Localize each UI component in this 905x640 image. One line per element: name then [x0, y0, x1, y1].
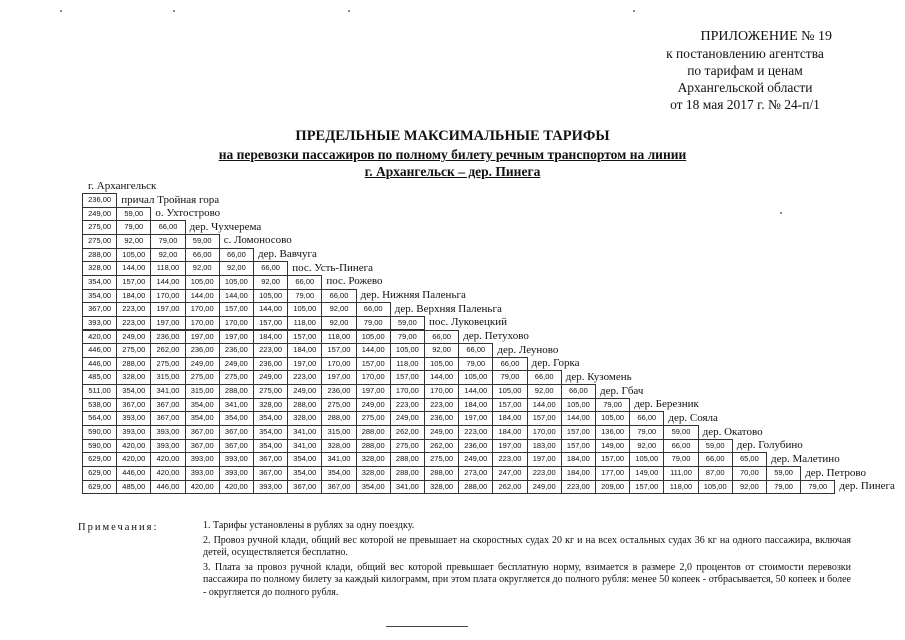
fare-cell: 118,00 — [287, 316, 322, 331]
fare-cell: 393,00 — [219, 452, 254, 467]
fare-cell: 170,00 — [185, 316, 220, 331]
stop-label: дер. Вавчуга — [258, 248, 317, 261]
fare-cell: 157,00 — [629, 480, 664, 495]
fare-cell: 446,00 — [82, 357, 117, 372]
fare-cell: 157,00 — [527, 411, 562, 426]
fare-cell: 236,00 — [321, 384, 356, 399]
fare-cell: 446,00 — [82, 343, 117, 358]
stop-label: дер. Пинега — [839, 480, 895, 493]
fare-cell: 105,00 — [561, 398, 596, 413]
fare-cell: 79,00 — [629, 425, 664, 440]
fare-cell: 184,00 — [561, 452, 596, 467]
fare-cell: 105,00 — [219, 275, 254, 290]
fare-cell: 328,00 — [82, 261, 117, 276]
fare-cell: 262,00 — [492, 480, 527, 495]
fare-cell: 144,00 — [219, 289, 254, 304]
appendix-line: по тарифам и ценам — [687, 63, 803, 78]
stop-label: дер. Малетино — [771, 452, 840, 465]
fare-cell: 236,00 — [82, 193, 117, 208]
fare-cell: 105,00 — [116, 248, 151, 263]
fare-cell: 328,00 — [321, 439, 356, 454]
stop-label: пос. Усть-Пинега — [292, 261, 374, 274]
fare-cell: 590,00 — [82, 425, 117, 440]
fare-cell: 105,00 — [185, 275, 220, 290]
fare-cell: 393,00 — [116, 411, 151, 426]
fare-cell: 105,00 — [492, 384, 527, 399]
fare-cell: 157,00 — [561, 425, 596, 440]
fare-cell: 105,00 — [356, 330, 391, 345]
fare-cell: 341,00 — [321, 452, 356, 467]
fare-cell: 79,00 — [492, 370, 527, 385]
fare-cell: 59,00 — [663, 425, 698, 440]
fare-cell: 79,00 — [390, 330, 425, 345]
fare-cell: 92,00 — [732, 480, 767, 495]
fare-cell: 157,00 — [253, 316, 288, 331]
fare-cell: 66,00 — [150, 220, 185, 235]
appendix-number: ПРИЛОЖЕНИЕ № 19 — [700, 29, 832, 44]
fare-cell: 59,00 — [390, 316, 425, 331]
fare-cell: 223,00 — [287, 370, 322, 385]
fare-cell: 105,00 — [698, 480, 733, 495]
stop-label: дер. Чухчерема — [189, 220, 262, 233]
fare-cell: 79,00 — [800, 480, 835, 495]
fare-cell: 629,00 — [82, 480, 117, 495]
fare-cell: 92,00 — [150, 248, 185, 263]
fare-cell: 341,00 — [287, 439, 322, 454]
fare-cell: 420,00 — [116, 439, 151, 454]
fare-cell: 105,00 — [595, 411, 630, 426]
fare-cell: 315,00 — [321, 425, 356, 440]
fare-cell: 157,00 — [287, 330, 322, 345]
fare-cell: 149,00 — [595, 439, 630, 454]
fare-cell: 354,00 — [287, 452, 322, 467]
fare-cell: 144,00 — [116, 261, 151, 276]
fare-cell: 184,00 — [116, 289, 151, 304]
fare-cell: 92,00 — [527, 384, 562, 399]
fare-cell: 367,00 — [150, 411, 185, 426]
fare-cell: 223,00 — [424, 398, 459, 413]
fare-cell: 354,00 — [185, 411, 220, 426]
fare-cell: 197,00 — [287, 357, 322, 372]
fare-cell: 184,00 — [253, 330, 288, 345]
fare-cell: 275,00 — [150, 357, 185, 372]
fare-cell: 92,00 — [629, 439, 664, 454]
fare-cell: 92,00 — [424, 343, 459, 358]
fare-cell: 136,00 — [595, 425, 630, 440]
fare-cell: 92,00 — [116, 234, 151, 249]
fare-cell: 144,00 — [185, 289, 220, 304]
fare-cell: 328,00 — [116, 370, 151, 385]
fare-cell: 275,00 — [185, 370, 220, 385]
fare-cell: 177,00 — [595, 466, 630, 481]
route-name: г. Архангельск – дер. Пинега — [364, 164, 541, 179]
fare-cell: 288,00 — [356, 439, 391, 454]
fare-cell: 197,00 — [527, 452, 562, 467]
fare-cell: 144,00 — [253, 302, 288, 317]
fare-cell: 111,00 — [663, 466, 698, 481]
fare-cell: 275,00 — [116, 343, 151, 358]
stop-label: дер. Кузомень — [565, 370, 632, 383]
fare-cell: 79,00 — [458, 357, 493, 372]
fare-cell: 66,00 — [663, 439, 698, 454]
stop-label: с. Ломоносово — [223, 234, 292, 247]
fare-cell: 629,00 — [82, 466, 117, 481]
notes-label: Примечания: — [78, 522, 159, 533]
fare-cell: 79,00 — [150, 234, 185, 249]
fare-cell: 275,00 — [82, 234, 117, 249]
fare-cell: 367,00 — [150, 398, 185, 413]
fare-cell: 157,00 — [595, 452, 630, 467]
fare-cell: 420,00 — [82, 330, 117, 345]
fare-cell: 184,00 — [492, 425, 527, 440]
fare-cell: 223,00 — [116, 316, 151, 331]
appendix-line: Архангельской области — [677, 80, 813, 95]
fare-cell: 275,00 — [356, 411, 391, 426]
stop-label: дер. Березник — [634, 398, 699, 411]
fare-cell: 66,00 — [424, 330, 459, 345]
fare-cell: 223,00 — [527, 466, 562, 481]
note-item: 2. Провоз ручной клади, общий вес которой не превышает на скоростных судах 20 кг и на всех остальных судах 36 кг на одного пассажира, включая детей, осуществляется бесплатно. — [203, 534, 851, 558]
fare-cell: 288,00 — [321, 411, 356, 426]
fare-cell: 144,00 — [356, 343, 391, 358]
footer-divider — [386, 626, 468, 627]
fare-cell: 66,00 — [698, 452, 733, 467]
fare-cell: 341,00 — [219, 398, 254, 413]
fare-cell: 79,00 — [356, 316, 391, 331]
fare-cell: 79,00 — [766, 480, 801, 495]
fare-cell: 367,00 — [321, 480, 356, 495]
fare-cell: 328,00 — [356, 466, 391, 481]
fare-cell: 157,00 — [116, 275, 151, 290]
fare-cell: 92,00 — [185, 261, 220, 276]
fare-cell: 118,00 — [150, 261, 185, 276]
fare-cell: 249,00 — [219, 357, 254, 372]
fare-cell: 70,00 — [732, 466, 767, 481]
fare-cell: 262,00 — [424, 439, 459, 454]
fare-cell: 236,00 — [458, 439, 493, 454]
fare-cell: 170,00 — [356, 370, 391, 385]
fare-cell: 157,00 — [390, 370, 425, 385]
fare-cell: 262,00 — [150, 343, 185, 358]
fare-cell: 144,00 — [458, 384, 493, 399]
fare-cell: 223,00 — [492, 452, 527, 467]
fare-cell: 118,00 — [663, 480, 698, 495]
fare-cell: 590,00 — [82, 439, 117, 454]
fare-cell: 393,00 — [253, 480, 288, 495]
fare-cell: 105,00 — [253, 289, 288, 304]
fare-cell: 367,00 — [116, 398, 151, 413]
fare-cell: 315,00 — [185, 384, 220, 399]
fare-cell: 249,00 — [82, 207, 117, 222]
fare-cell: 249,00 — [185, 357, 220, 372]
fare-cell: 538,00 — [82, 398, 117, 413]
fare-cell: 170,00 — [527, 425, 562, 440]
fare-cell: 92,00 — [321, 316, 356, 331]
fare-cell: 66,00 — [287, 275, 322, 290]
fare-cell: 367,00 — [219, 439, 254, 454]
fare-cell: 92,00 — [253, 275, 288, 290]
fare-cell: 66,00 — [458, 343, 493, 358]
stop-label: дер. Петухово — [463, 330, 529, 342]
fare-cell: 367,00 — [253, 452, 288, 467]
fare-cell: 420,00 — [150, 452, 185, 467]
fare-cell: 275,00 — [82, 220, 117, 235]
fare-cell: 59,00 — [116, 207, 151, 222]
fare-cell: 66,00 — [492, 357, 527, 372]
fare-cell: 170,00 — [219, 316, 254, 331]
fare-cell: 249,00 — [287, 384, 322, 399]
appendix-line: от 18 мая 2017 г. № 24-п/1 — [670, 97, 820, 112]
fare-cell: 157,00 — [356, 357, 391, 372]
notes-block — [203, 520, 851, 601]
fare-cell: 170,00 — [185, 302, 220, 317]
fare-cell: 341,00 — [287, 425, 322, 440]
fare-cell: 223,00 — [458, 425, 493, 440]
fare-cell: 157,00 — [561, 439, 596, 454]
fare-cell: 105,00 — [629, 452, 664, 467]
fare-cell: 288,00 — [82, 248, 117, 263]
fare-cell: 393,00 — [219, 466, 254, 481]
fare-cell: 367,00 — [219, 425, 254, 440]
fare-cell: 236,00 — [253, 357, 288, 372]
fare-cell: 275,00 — [390, 439, 425, 454]
fare-cell: 66,00 — [219, 248, 254, 263]
fare-cell: 144,00 — [424, 370, 459, 385]
fare-cell: 367,00 — [253, 466, 288, 481]
fare-cell: 288,00 — [219, 384, 254, 399]
origin-label: г. Архангельск — [88, 180, 157, 192]
fare-cell: 446,00 — [116, 466, 151, 481]
fare-cell: 288,00 — [390, 452, 425, 467]
fare-cell: 223,00 — [390, 398, 425, 413]
fare-cell: 629,00 — [82, 452, 117, 467]
fare-cell: 59,00 — [698, 439, 733, 454]
fare-cell: 288,00 — [116, 357, 151, 372]
fare-cell: 236,00 — [185, 343, 220, 358]
fare-cell: 354,00 — [253, 425, 288, 440]
fare-cell: 223,00 — [561, 480, 596, 495]
stop-label: дер. Сояла — [668, 411, 718, 424]
fare-cell: 170,00 — [424, 384, 459, 399]
fare-cell: 328,00 — [253, 398, 288, 413]
fare-cell: 393,00 — [82, 316, 117, 331]
fare-cell: 87,00 — [698, 466, 733, 481]
fare-cell: 249,00 — [390, 411, 425, 426]
fare-cell: 223,00 — [253, 343, 288, 358]
fare-cell: 341,00 — [150, 384, 185, 399]
fare-cell: 262,00 — [390, 425, 425, 440]
fare-cell: 157,00 — [219, 302, 254, 317]
fare-cell: 249,00 — [356, 398, 391, 413]
fare-cell: 393,00 — [116, 425, 151, 440]
fare-cell: 328,00 — [356, 452, 391, 467]
fare-cell: 66,00 — [561, 384, 596, 399]
fare-cell: 184,00 — [287, 343, 322, 358]
stop-label: дер. Нижняя Паленьга — [360, 289, 466, 302]
fare-cell: 275,00 — [253, 384, 288, 399]
fare-cell: 420,00 — [185, 480, 220, 495]
stop-label: дер. Петрово — [805, 466, 867, 479]
fare-cell: 328,00 — [424, 480, 459, 495]
fare-cell: 249,00 — [458, 452, 493, 467]
fare-cell: 354,00 — [219, 411, 254, 426]
fare-cell: 170,00 — [150, 289, 185, 304]
stop-label: дер. Горка — [531, 357, 580, 370]
fare-cell: 66,00 — [356, 302, 391, 317]
fare-cell: 170,00 — [321, 357, 356, 372]
fare-cell: 79,00 — [116, 220, 151, 235]
fare-cell: 197,00 — [150, 302, 185, 317]
fare-cell: 184,00 — [458, 398, 493, 413]
fare-cell: 288,00 — [287, 398, 322, 413]
fare-cell: 393,00 — [185, 452, 220, 467]
fare-cell: 354,00 — [253, 439, 288, 454]
fare-cell: 288,00 — [390, 466, 425, 481]
fare-cell: 249,00 — [424, 425, 459, 440]
fare-cell: 92,00 — [219, 261, 254, 276]
note-item: 1. Тарифы установлены в рублях за одну поездку. — [203, 520, 415, 531]
fare-cell: 354,00 — [82, 289, 117, 304]
fare-cell: 564,00 — [82, 411, 117, 426]
fare-cell: 144,00 — [150, 275, 185, 290]
fare-cell: 65,00 — [732, 452, 767, 467]
fare-cell: 420,00 — [116, 452, 151, 467]
stop-label: о. Ухтострово — [155, 207, 221, 220]
fare-cell: 354,00 — [185, 398, 220, 413]
fare-cell: 247,00 — [492, 466, 527, 481]
fare-cell: 288,00 — [458, 480, 493, 495]
fare-cell: 118,00 — [321, 330, 356, 345]
fare-cell: 446,00 — [150, 480, 185, 495]
fare-cell: 144,00 — [561, 411, 596, 426]
stop-label: дер. Верхняя Паленьга — [394, 302, 502, 315]
fare-cell: 420,00 — [150, 466, 185, 481]
fare-cell: 273,00 — [458, 466, 493, 481]
fare-cell: 288,00 — [424, 466, 459, 481]
fare-cell: 367,00 — [82, 302, 117, 317]
fare-cell: 209,00 — [595, 480, 630, 495]
stop-label: причал Тройная гора — [121, 193, 220, 206]
stop-label: дер. Окатово — [702, 425, 763, 438]
fare-cell: 197,00 — [219, 330, 254, 345]
fare-cell: 249,00 — [116, 330, 151, 345]
fare-cell: 59,00 — [185, 234, 220, 249]
fare-cell: 66,00 — [185, 248, 220, 263]
fare-cell: 236,00 — [219, 343, 254, 358]
fare-cell: 105,00 — [458, 370, 493, 385]
fare-cell: 59,00 — [766, 466, 801, 481]
fare-cell: 315,00 — [150, 370, 185, 385]
fare-cell: 197,00 — [356, 384, 391, 399]
fare-cell: 367,00 — [185, 425, 220, 440]
fare-cell: 79,00 — [287, 289, 322, 304]
fare-cell: 223,00 — [116, 302, 151, 317]
fare-cell: 393,00 — [150, 425, 185, 440]
fare-cell: 197,00 — [321, 370, 356, 385]
note-item: 3. Плата за провоз ручной клади, общий вес которой превышает бесплатную норму, взимается в размере 2,0 процентов от стоимости перевозки пассажира по полному билету за каждый килограмм, при этом плата округляется до полного рубля: менее 50 копеек - отбрасывается, 50 копеек и более - округляется до полного рубля. — [203, 561, 851, 598]
document-subtitle: на перевозки пассажиров по полному билету речным транспортом на линии — [218, 147, 687, 162]
fare-cell: 275,00 — [321, 398, 356, 413]
fare-cell: 197,00 — [458, 411, 493, 426]
fare-cell: 275,00 — [219, 370, 254, 385]
fare-cell: 367,00 — [185, 439, 220, 454]
fare-cell: 354,00 — [287, 466, 322, 481]
fare-cell: 149,00 — [629, 466, 664, 481]
fare-cell: 66,00 — [629, 411, 664, 426]
fare-cell: 79,00 — [595, 398, 630, 413]
fare-cell: 367,00 — [287, 480, 322, 495]
fare-cell: 118,00 — [390, 357, 425, 372]
fare-cell: 144,00 — [527, 398, 562, 413]
fare-cell: 197,00 — [185, 330, 220, 345]
fare-cell: 66,00 — [527, 370, 562, 385]
fare-cell: 354,00 — [116, 384, 151, 399]
stop-label: дер. Леуново — [497, 343, 559, 356]
fare-cell: 105,00 — [424, 357, 459, 372]
stop-label: пос. Рожево — [326, 275, 383, 288]
fare-cell: 66,00 — [253, 261, 288, 276]
fare-cell: 184,00 — [561, 466, 596, 481]
fare-cell: 66,00 — [321, 289, 356, 304]
stop-label: дер. Голубино — [736, 439, 803, 452]
fare-cell: 420,00 — [219, 480, 254, 495]
fare-cell: 275,00 — [424, 452, 459, 467]
fare-cell: 288,00 — [356, 425, 391, 440]
fare-cell: 354,00 — [321, 466, 356, 481]
fare-cell: 485,00 — [116, 480, 151, 495]
fare-cell: 249,00 — [527, 480, 562, 495]
fare-cell: 197,00 — [150, 316, 185, 331]
fare-cell: 354,00 — [253, 411, 288, 426]
fare-cell: 249,00 — [253, 370, 288, 385]
fare-cell: 184,00 — [492, 411, 527, 426]
fare-cell: 393,00 — [185, 466, 220, 481]
stop-label: дер. Гбач — [600, 384, 644, 397]
fare-cell: 92,00 — [321, 302, 356, 317]
fare-cell: 511,00 — [82, 384, 117, 399]
fare-cell: 105,00 — [287, 302, 322, 317]
fare-cell: 485,00 — [82, 370, 117, 385]
fare-cell: 183,00 — [527, 439, 562, 454]
fare-cell: 328,00 — [287, 411, 322, 426]
fare-cell: 354,00 — [82, 275, 117, 290]
fare-cell: 170,00 — [390, 384, 425, 399]
fare-cell: 197,00 — [492, 439, 527, 454]
fare-cell: 105,00 — [390, 343, 425, 358]
appendix-line: к постановлению агентства — [666, 46, 824, 61]
fare-cell: 354,00 — [356, 480, 391, 495]
fare-cell: 157,00 — [492, 398, 527, 413]
document-title: ПРЕДЕЛЬНЫЕ МАКСИМАЛЬНЫЕ ТАРИФЫ — [295, 128, 610, 144]
fare-cell: 393,00 — [150, 439, 185, 454]
fare-cell: 236,00 — [424, 411, 459, 426]
fare-cell: 236,00 — [150, 330, 185, 345]
fare-cell: 79,00 — [663, 452, 698, 467]
fare-cell: 341,00 — [390, 480, 425, 495]
fare-cell: 157,00 — [321, 343, 356, 358]
stop-label: пос. Луковецкий — [429, 316, 508, 329]
